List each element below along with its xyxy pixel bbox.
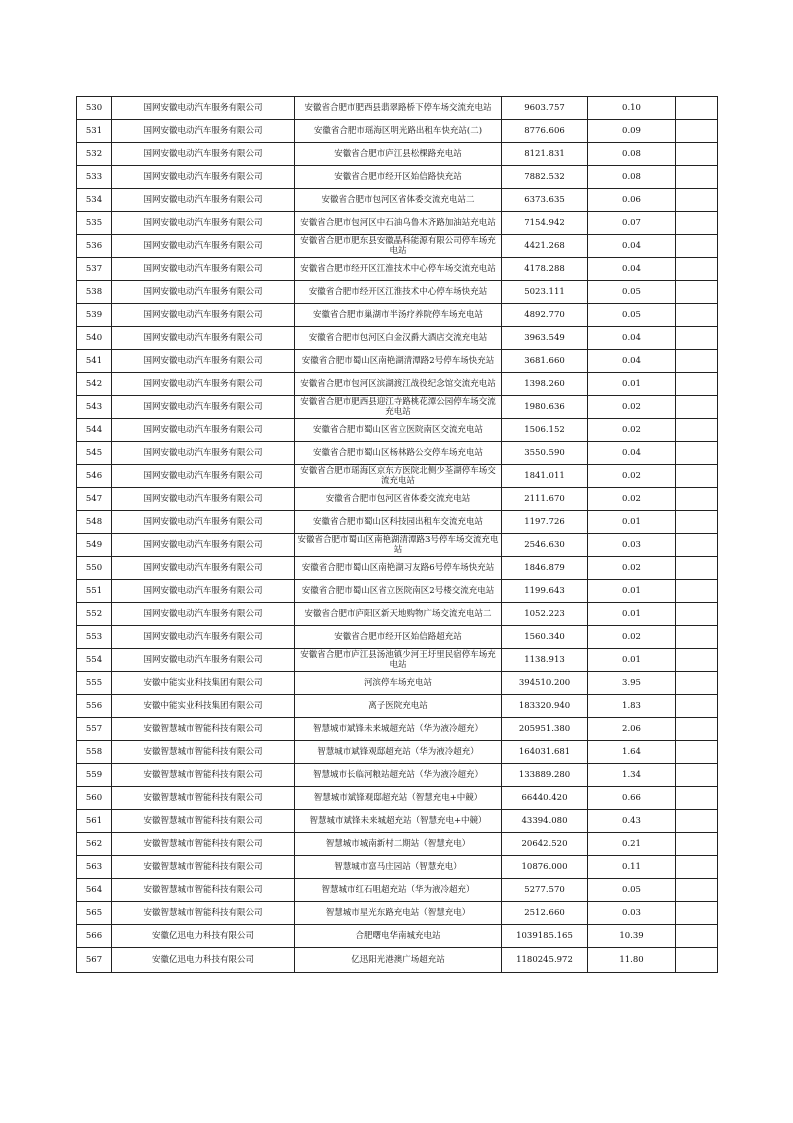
charge-amount-cell: 1052.223 [502,603,588,626]
empty-cell [676,695,718,718]
percentage-cell: 1.83 [588,695,676,718]
station-name-cell: 安徽省合肥市蜀山区杨林路公交停车场充电站 [295,442,502,465]
table-row [77,810,718,833]
empty-cell [676,97,718,120]
table-row [77,396,718,419]
table-row [77,258,718,281]
row-number-cell: 553 [77,626,112,649]
company-cell: 安徽亿迅电力科技有限公司 [112,948,295,973]
charge-amount-cell: 183320.940 [502,695,588,718]
table-row [77,718,718,741]
charge-amount-cell: 164031.681 [502,741,588,764]
company-cell: 国网安徽电动汽车服务有限公司 [112,166,295,189]
percentage-cell: 0.08 [588,166,676,189]
charge-amount-cell: 3681.660 [502,350,588,373]
company-cell: 国网安徽电动汽车服务有限公司 [112,534,295,557]
percentage-cell: 2.06 [588,718,676,741]
row-number-cell: 542 [77,373,112,396]
company-cell: 安徽智慧城市智能科技有限公司 [112,833,295,856]
empty-cell [676,902,718,925]
charge-amount-cell: 10876.000 [502,856,588,879]
row-number-cell: 539 [77,304,112,327]
charge-amount-cell: 1039185.165 [502,925,588,948]
company-cell: 国网安徽电动汽车服务有限公司 [112,580,295,603]
empty-cell [676,557,718,580]
empty-cell [676,442,718,465]
row-number-cell: 554 [77,649,112,672]
station-name-cell: 安徽省合肥市肥西县迎江寺路桃花潭公园停车场交流充电站 [295,396,502,419]
row-number-cell: 543 [77,396,112,419]
percentage-cell: 0.04 [588,442,676,465]
table-row [77,212,718,235]
charge-amount-cell: 1138.913 [502,649,588,672]
row-number-cell: 533 [77,166,112,189]
row-number-cell: 558 [77,741,112,764]
empty-cell [676,764,718,787]
row-number-cell: 566 [77,925,112,948]
company-cell: 国网安徽电动汽车服务有限公司 [112,120,295,143]
table-row [77,833,718,856]
table-row [77,534,718,557]
charge-amount-cell: 4178.288 [502,258,588,281]
table-row [77,143,718,166]
row-number-cell: 552 [77,603,112,626]
station-name-cell: 安徽省合肥市庐江县汤池镇少河王圩里民宿停车场充电站 [295,649,502,672]
company-cell: 国网安徽电动汽车服务有限公司 [112,350,295,373]
percentage-cell: 0.01 [588,580,676,603]
charge-amount-cell: 7882.532 [502,166,588,189]
station-name-cell: 安徽省合肥市蜀山区省立医院南区2号楼交流充电站 [295,580,502,603]
company-cell: 国网安徽电动汽车服务有限公司 [112,649,295,672]
charge-amount-cell: 1197.726 [502,511,588,534]
station-name-cell: 安徽省合肥市庐江县松棵路充电站 [295,143,502,166]
company-cell: 安徽智慧城市智能科技有限公司 [112,902,295,925]
empty-cell [676,787,718,810]
empty-cell [676,672,718,695]
company-cell: 安徽智慧城市智能科技有限公司 [112,718,295,741]
row-number-cell: 547 [77,488,112,511]
table-row [77,120,718,143]
row-number-cell: 559 [77,764,112,787]
company-cell: 安徽智慧城市智能科技有限公司 [112,741,295,764]
station-name-cell: 安徽省合肥市蜀山区科技园出租车交流充电站 [295,511,502,534]
company-cell: 国网安徽电动汽车服务有限公司 [112,396,295,419]
percentage-cell: 0.06 [588,189,676,212]
station-name-cell: 安徽省合肥市巢湖市半汤疗养院停车场充电站 [295,304,502,327]
row-number-cell: 555 [77,672,112,695]
row-number-cell: 567 [77,948,112,973]
percentage-cell: 0.02 [588,488,676,511]
table-row [77,189,718,212]
table-row [77,649,718,672]
company-cell: 国网安徽电动汽车服务有限公司 [112,212,295,235]
table-row [77,948,718,973]
row-number-cell: 551 [77,580,112,603]
empty-cell [676,649,718,672]
charge-amount-cell: 1180245.972 [502,948,588,973]
table-row [77,350,718,373]
empty-cell [676,258,718,281]
percentage-cell: 0.05 [588,281,676,304]
percentage-cell: 0.09 [588,120,676,143]
station-name-cell: 安徽省合肥市包河区滨湖渡江战役纪念馆交流充电站 [295,373,502,396]
charge-amount-cell: 205951.380 [502,718,588,741]
empty-cell [676,166,718,189]
percentage-cell: 11.80 [588,948,676,973]
charge-amount-cell: 66440.420 [502,787,588,810]
percentage-cell: 0.21 [588,833,676,856]
row-number-cell: 564 [77,879,112,902]
percentage-cell: 0.02 [588,557,676,580]
charge-amount-cell: 4421.268 [502,235,588,258]
charge-amount-cell: 1980.636 [502,396,588,419]
row-number-cell: 563 [77,856,112,879]
empty-cell [676,511,718,534]
percentage-cell: 0.04 [588,327,676,350]
station-name-cell: 安徽省合肥市肥东县安徽晶科能源有限公司停车场充电站 [295,235,502,258]
percentage-cell: 10.39 [588,925,676,948]
table-row [77,672,718,695]
company-cell: 安徽亿迅电力科技有限公司 [112,925,295,948]
percentage-cell: 0.04 [588,258,676,281]
empty-cell [676,488,718,511]
charge-amount-cell: 8776.606 [502,120,588,143]
table-row [77,695,718,718]
company-cell: 安徽智慧城市智能科技有限公司 [112,879,295,902]
row-number-cell: 545 [77,442,112,465]
row-number-cell: 537 [77,258,112,281]
row-number-cell: 561 [77,810,112,833]
table-row [77,741,718,764]
table-row [77,166,718,189]
station-name-cell: 安徽省合肥市经开区江淮技术中心停车场交流充电站 [295,258,502,281]
percentage-cell: 0.10 [588,97,676,120]
table-row [77,373,718,396]
station-name-cell: 智慧城市斌锋观邸超充站（华为液冷超充） [295,741,502,764]
company-cell: 国网安徽电动汽车服务有限公司 [112,626,295,649]
empty-cell [676,741,718,764]
empty-cell [676,396,718,419]
company-cell: 安徽智慧城市智能科技有限公司 [112,856,295,879]
percentage-cell: 0.01 [588,373,676,396]
company-cell: 国网安徽电动汽车服务有限公司 [112,442,295,465]
station-name-cell: 安徽省合肥市包河区白金汉爵大酒店交流充电站 [295,327,502,350]
percentage-cell: 1.64 [588,741,676,764]
charge-amount-cell: 7154.942 [502,212,588,235]
charge-amount-cell: 1846.879 [502,557,588,580]
station-name-cell: 安徽省合肥市瑶海区明光路出租车快充站(二) [295,120,502,143]
row-number-cell: 556 [77,695,112,718]
table-row [77,304,718,327]
charge-amount-cell: 133889.280 [502,764,588,787]
row-number-cell: 549 [77,534,112,557]
empty-cell [676,626,718,649]
charge-amount-cell: 4892.770 [502,304,588,327]
empty-cell [676,718,718,741]
percentage-cell: 0.04 [588,235,676,258]
empty-cell [676,580,718,603]
charge-amount-cell: 2546.630 [502,534,588,557]
table-row [77,764,718,787]
company-cell: 国网安徽电动汽车服务有限公司 [112,557,295,580]
empty-cell [676,350,718,373]
station-name-cell: 安徽省合肥市包河区省体委交流充电站 [295,488,502,511]
station-name-cell: 安徽省合肥市蜀山区省立医院南区交流充电站 [295,419,502,442]
row-number-cell: 532 [77,143,112,166]
station-name-cell: 亿迅阳光港澳广场超充站 [295,948,502,973]
company-cell: 国网安徽电动汽车服务有限公司 [112,327,295,350]
row-number-cell: 534 [77,189,112,212]
table-row [77,902,718,925]
percentage-cell: 0.02 [588,396,676,419]
row-number-cell: 560 [77,787,112,810]
company-cell: 国网安徽电动汽车服务有限公司 [112,97,295,120]
empty-cell [676,143,718,166]
station-name-cell: 智慧城市斌锋未来城超充站（智慧充电+中競） [295,810,502,833]
station-data-table [76,96,718,973]
company-cell: 安徽智慧城市智能科技有限公司 [112,787,295,810]
station-name-cell: 河滨停车场充电站 [295,672,502,695]
table-row [77,419,718,442]
empty-cell [676,833,718,856]
table-row [77,925,718,948]
table-row [77,511,718,534]
company-cell: 国网安徽电动汽车服务有限公司 [112,143,295,166]
station-name-cell: 安徽省合肥市蜀山区南艳湖清潭路3号停车场交流充电站 [295,534,502,557]
percentage-cell: 0.05 [588,879,676,902]
empty-cell [676,925,718,948]
percentage-cell: 0.08 [588,143,676,166]
table-row [77,787,718,810]
station-name-cell: 安徽省合肥市包河区中石油乌鲁木齐路加油站充电站 [295,212,502,235]
percentage-cell: 0.04 [588,350,676,373]
empty-cell [676,235,718,258]
station-name-cell: 安徽省合肥市蜀山区南艳湖习友路6号停车场快充站 [295,557,502,580]
company-cell: 安徽中能实业科技集团有限公司 [112,695,295,718]
station-name-cell: 安徽省合肥市蜀山区南艳湖清潭路2号停车场快充站 [295,350,502,373]
table-row [77,557,718,580]
station-name-cell: 安徽省合肥市经开区始信路快充站 [295,166,502,189]
empty-cell [676,810,718,833]
percentage-cell: 3.95 [588,672,676,695]
table-row [77,626,718,649]
row-number-cell: 548 [77,511,112,534]
station-name-cell: 安徽省合肥市瑶海区京东方医院北侧少荃湖停车场交流充电站 [295,465,502,488]
empty-cell [676,948,718,973]
charge-amount-cell: 2512.660 [502,902,588,925]
row-number-cell: 550 [77,557,112,580]
company-cell: 安徽中能实业科技集团有限公司 [112,672,295,695]
company-cell: 国网安徽电动汽车服务有限公司 [112,281,295,304]
charge-amount-cell: 5023.111 [502,281,588,304]
percentage-cell: 0.01 [588,511,676,534]
company-cell: 国网安徽电动汽车服务有限公司 [112,488,295,511]
company-cell: 国网安徽电动汽车服务有限公司 [112,419,295,442]
row-number-cell: 544 [77,419,112,442]
charge-amount-cell: 8121.831 [502,143,588,166]
station-name-cell: 智慧城市城南新村二期站（智慧充电） [295,833,502,856]
row-number-cell: 530 [77,97,112,120]
station-name-cell: 离子医院充电站 [295,695,502,718]
percentage-cell: 0.07 [588,212,676,235]
percentage-cell: 0.03 [588,902,676,925]
table-row [77,235,718,258]
station-name-cell: 安徽省合肥市经开区江淮技术中心停车场快充站 [295,281,502,304]
station-name-cell: 智慧城市斌锋观邸超充站（智慧充电+中競） [295,787,502,810]
company-cell: 国网安徽电动汽车服务有限公司 [112,603,295,626]
percentage-cell: 0.02 [588,465,676,488]
table-row [77,856,718,879]
company-cell: 国网安徽电动汽车服务有限公司 [112,373,295,396]
station-name-cell: 合肥曙电华南城充电站 [295,925,502,948]
table-row [77,488,718,511]
company-cell: 国网安徽电动汽车服务有限公司 [112,511,295,534]
charge-amount-cell: 1199.643 [502,580,588,603]
station-name-cell: 智慧城市斌锋未来城超充站（华为液冷超充） [295,718,502,741]
row-number-cell: 540 [77,327,112,350]
company-cell: 安徽智慧城市智能科技有限公司 [112,810,295,833]
empty-cell [676,304,718,327]
percentage-cell: 0.02 [588,626,676,649]
station-name-cell: 智慧城市星光东路充电站（智慧充电） [295,902,502,925]
company-cell: 安徽智慧城市智能科技有限公司 [112,764,295,787]
charge-amount-cell: 9603.757 [502,97,588,120]
station-name-cell: 安徽省合肥市包河区省体委交流充电站二 [295,189,502,212]
charge-amount-cell: 2111.670 [502,488,588,511]
empty-cell [676,465,718,488]
percentage-cell: 0.05 [588,304,676,327]
station-name-cell: 安徽省合肥市经开区始信路超充站 [295,626,502,649]
charge-amount-cell: 3550.590 [502,442,588,465]
charge-amount-cell: 20642.520 [502,833,588,856]
station-name-cell: 安徽省合肥市肥西县翡翠路桥下停车场交流充电站 [295,97,502,120]
company-cell: 国网安徽电动汽车服务有限公司 [112,258,295,281]
charge-amount-cell: 6373.635 [502,189,588,212]
table-row [77,465,718,488]
percentage-cell: 0.03 [588,534,676,557]
empty-cell [676,534,718,557]
percentage-cell: 0.02 [588,419,676,442]
percentage-cell: 0.01 [588,649,676,672]
charge-amount-cell: 5277.570 [502,879,588,902]
row-number-cell: 541 [77,350,112,373]
empty-cell [676,120,718,143]
row-number-cell: 562 [77,833,112,856]
charge-amount-cell: 43394.080 [502,810,588,833]
charge-amount-cell: 394510.200 [502,672,588,695]
table-body [77,97,718,973]
charge-amount-cell: 1560.340 [502,626,588,649]
charge-amount-cell: 1506.152 [502,419,588,442]
charge-amount-cell: 3963.549 [502,327,588,350]
station-name-cell: 智慧城市富马庄园站（智慧充电） [295,856,502,879]
empty-cell [676,281,718,304]
empty-cell [676,856,718,879]
table-row [77,603,718,626]
percentage-cell: 0.01 [588,603,676,626]
empty-cell [676,419,718,442]
table-row [77,97,718,120]
company-cell: 国网安徽电动汽车服务有限公司 [112,465,295,488]
empty-cell [676,879,718,902]
row-number-cell: 538 [77,281,112,304]
row-number-cell: 557 [77,718,112,741]
row-number-cell: 531 [77,120,112,143]
company-cell: 国网安徽电动汽车服务有限公司 [112,304,295,327]
station-name-cell: 智慧城市长临河粮站超充站（华为液冷超充） [295,764,502,787]
table-row [77,327,718,350]
company-cell: 国网安徽电动汽车服务有限公司 [112,235,295,258]
empty-cell [676,189,718,212]
percentage-cell: 0.43 [588,810,676,833]
row-number-cell: 546 [77,465,112,488]
empty-cell [676,603,718,626]
table-row [77,442,718,465]
table-row [77,879,718,902]
station-name-cell: 安徽省合肥市庐阳区新天地购物广场交流充电站二 [295,603,502,626]
row-number-cell: 565 [77,902,112,925]
table-row [77,281,718,304]
empty-cell [676,327,718,350]
empty-cell [676,373,718,396]
company-cell: 国网安徽电动汽车服务有限公司 [112,189,295,212]
row-number-cell: 536 [77,235,112,258]
percentage-cell: 1.34 [588,764,676,787]
percentage-cell: 0.11 [588,856,676,879]
charge-amount-cell: 1398.260 [502,373,588,396]
empty-cell [676,212,718,235]
table-row [77,580,718,603]
charge-amount-cell: 1841.011 [502,465,588,488]
row-number-cell: 535 [77,212,112,235]
station-name-cell: 智慧城市红石咀超充站（华为液冷超充） [295,879,502,902]
percentage-cell: 0.66 [588,787,676,810]
